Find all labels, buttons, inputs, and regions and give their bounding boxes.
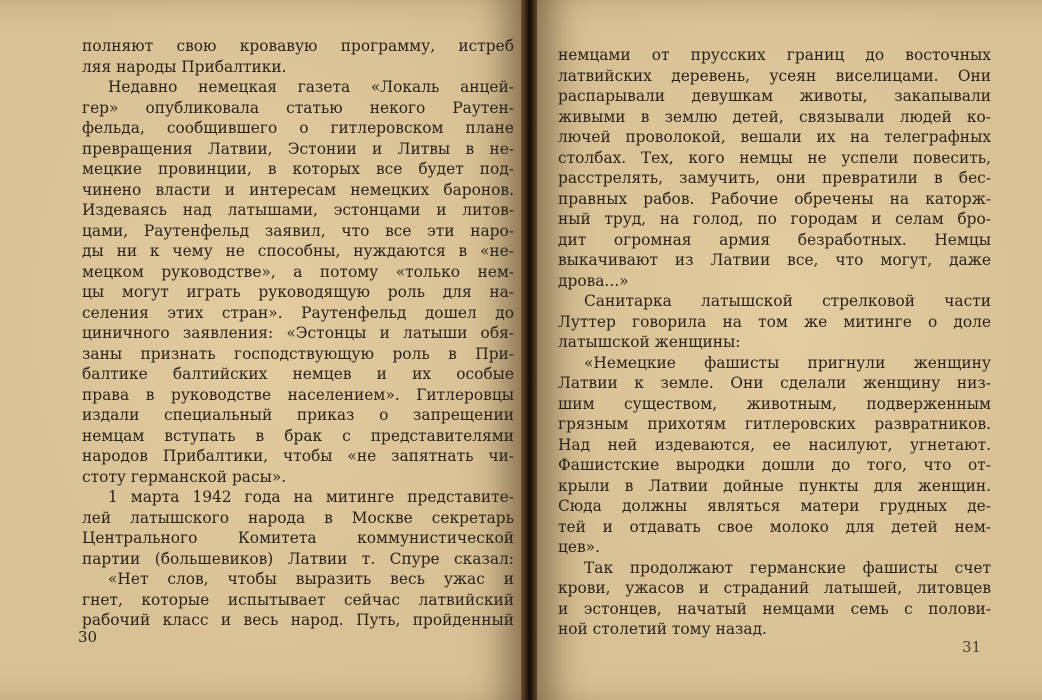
text-line: превращения Латвии, Эстонии и Литвы в не- [82, 139, 514, 158]
text-line: балтике балтийских немцев и их особые [82, 365, 514, 383]
text-line: Санитарка латышской стрелковой части [584, 292, 991, 310]
text-line: шим существом, животным, подверженным [558, 394, 991, 413]
text-line: выкачивают из Латвии все, что могут, даже [558, 251, 991, 269]
text-line: мецкие провинции, в которых все будет под- [82, 160, 514, 178]
text-line: Так продолжают германские фашисты счет [584, 558, 991, 577]
text-line: фельда, сообщившего о гитлеровском плане [82, 119, 514, 137]
text-line: заны признать господствующую роль в При- [82, 344, 514, 363]
text-line: издали специальный приказ о запрещении [82, 406, 514, 424]
text-line: партии (большевиков) Латвии т. Спуре сказал: [82, 549, 514, 568]
text-line: и эстонцев, начатый немцами семь с полови- [558, 599, 991, 618]
text-line: живыми в землю детей, связывали людей ко- [558, 107, 991, 126]
text-line: дит огромная армия безработных. Немцы [558, 230, 991, 249]
text-line: народов Прибалтики, чтобы «не запятнать чи- [82, 447, 514, 465]
text-line: Луттер говорила на том же митинге о доле [558, 312, 991, 331]
text-line: рабочий класс и весь народ. Путь, пройденный [82, 611, 514, 629]
text-line: полняют свою кровавую программу, истреб [82, 37, 514, 55]
text-line: ды ни к чему не способны, нуждаются в «не- [82, 242, 514, 260]
text-line: гнет, которые испытывает сейчас латвийский [82, 590, 514, 609]
text-line: столбах. Тех, кого немцы не успели повесить, [558, 148, 991, 167]
text-line: Недавно немецкая газета «Локаль анцей- [108, 78, 514, 96]
text-line: лей латышского народа в Москве секретарь [82, 508, 514, 527]
text-line: дрова...» [558, 271, 629, 290]
text-line: расстрелять, замучить, они превратили в бес- [558, 169, 991, 187]
text-line: «Немецкие фашисты пригнули женщину [584, 353, 991, 372]
text-line: грязным прихотям гитлеровских развратников. [558, 415, 991, 433]
text-line: распарывали девушкам животы, закапывали [558, 87, 991, 105]
text-line: Над ней издеваются, ее насилуют, угнетают. [558, 435, 991, 454]
right-page-text [558, 45, 991, 640]
text-line: лючей проволокой, вешали их на телеграфных [558, 128, 991, 146]
text-line: Издеваясь над латышами, эстонцами и литов- [82, 201, 514, 219]
text-line: мецком руководстве», а потому «только нем- [82, 262, 514, 281]
text-line: цев». [558, 538, 600, 556]
text-line: стоту германской расы». [82, 467, 287, 486]
text-line: гер» опубликовала статью некого Раутен- [82, 98, 514, 117]
text-line: правных рабов. Рабочие обречены на каторж- [558, 189, 991, 208]
text-line: чинено власти и интересам немецких баронов. [82, 180, 514, 199]
text-line: цы могут играть руководящую роль для на- [82, 283, 514, 301]
text-line: немцами от прусских границ до восточных [558, 46, 991, 64]
text-line: Центрального Комитета коммунистической [82, 529, 514, 547]
page-number: 31 [962, 638, 982, 656]
text-line: крыли в Латвии дойные пункты для женщин. [558, 476, 991, 495]
text-line: Сюда должны являться матери грудных де- [558, 497, 991, 515]
text-line: Фашистские выродки дошли до того, что от- [558, 456, 991, 474]
text-line: ляя народы Прибалтики. [82, 57, 287, 76]
text-line: Латвии к земле. Они сделали женщину низ- [558, 374, 991, 392]
text-line: немцам вступать в брак с представителями [82, 426, 514, 445]
text-line: латвийских деревень, усеян виселицами. Они [558, 66, 991, 85]
text-line: селения этих стран». Раутенфельд дошел до [82, 303, 514, 322]
text-line: циничного заявления: «Эстонцы и латыши обя- [82, 324, 514, 342]
text-line: ной столетий тому назад. [558, 620, 767, 638]
text-line: «Нет слов, чтобы выразить весь ужас и [108, 570, 514, 588]
text-line: ный труд, на голод, по городам и селам бро- [558, 210, 991, 228]
text-line: крови, ужасов и страданий латышей, литовцев [558, 579, 991, 597]
text-line: тей и отдавать свое молоко для детей нем- [558, 517, 991, 536]
book-spine [521, 0, 537, 700]
right-page [537, 0, 1042, 700]
text-line: цами, Раутенфельд заявил, что все эти наро- [82, 221, 514, 240]
text-line: права в руководстве населением». Гитлеровцы [82, 385, 514, 404]
left-page-text [82, 36, 514, 631]
text-line: латышской женщины: [558, 333, 741, 351]
page-number: 30 [78, 628, 98, 646]
text-line: 1 марта 1942 года на митинге представите- [108, 488, 514, 506]
